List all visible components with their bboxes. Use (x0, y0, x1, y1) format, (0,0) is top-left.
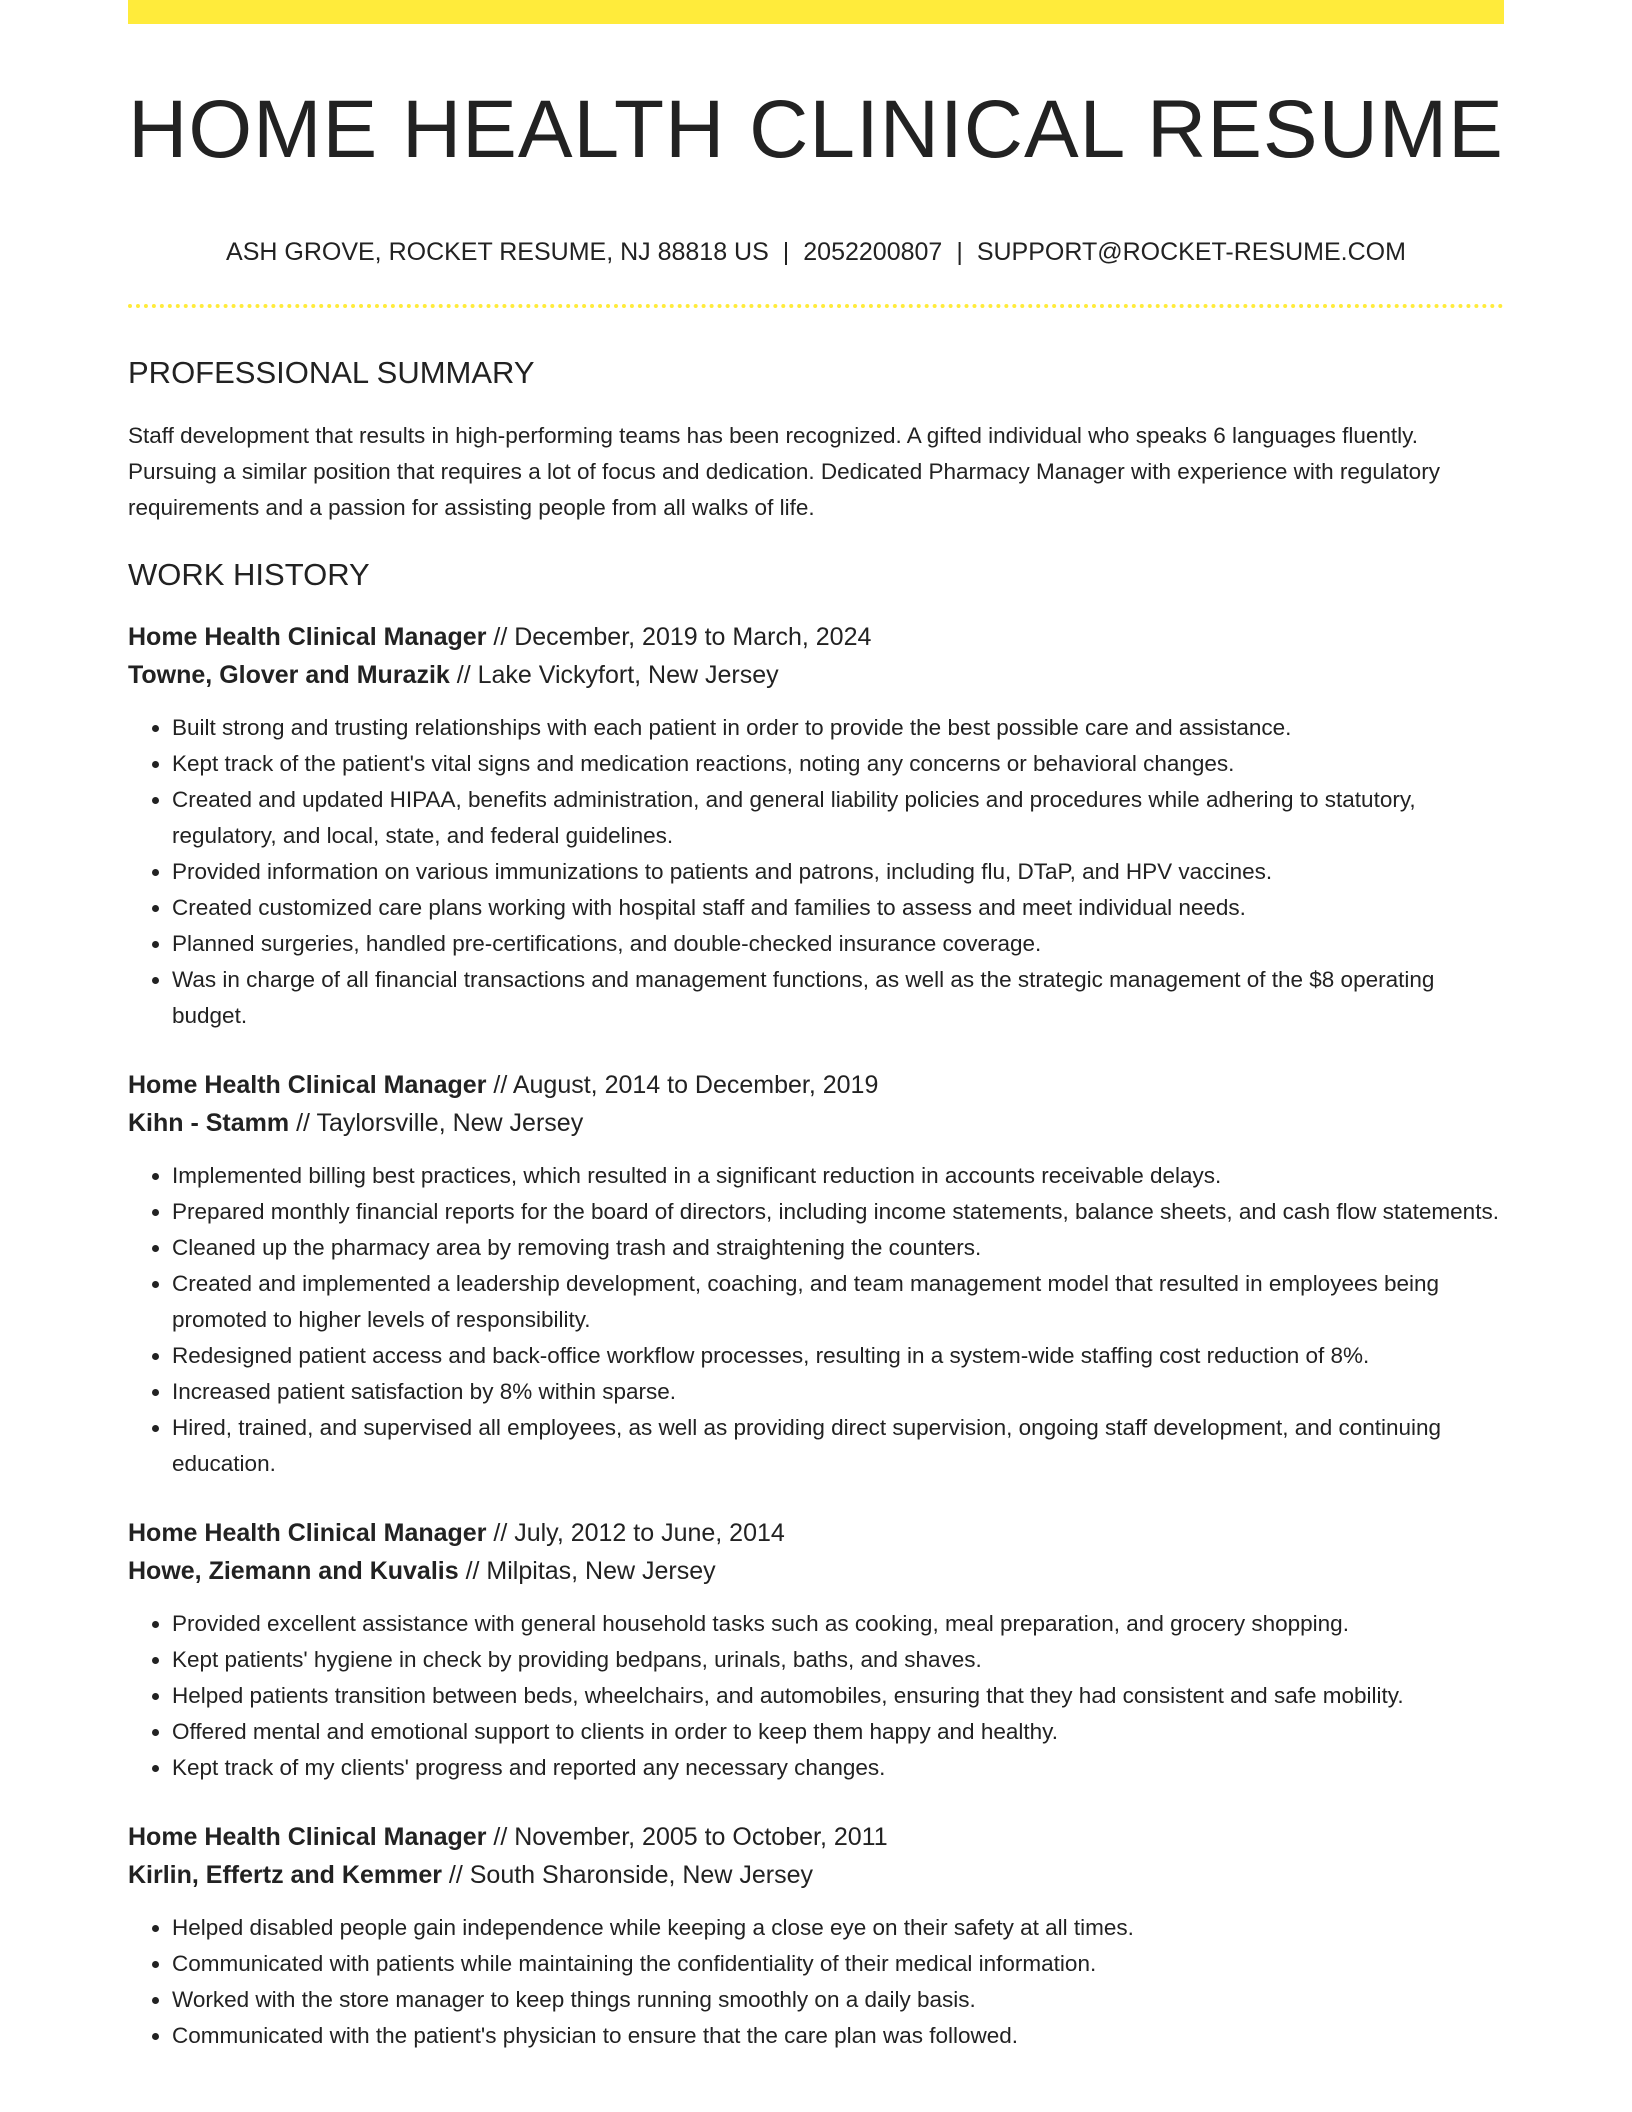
job-location: // South Sharonside, New Jersey (441, 1861, 813, 1889)
job-title-line (128, 1066, 1504, 1104)
job-bullet: • Worked with the store manager to keep things running smoothly on a daily basis. (172, 1982, 1504, 2018)
job-role: Home Health Clinical Manager (128, 1071, 487, 1099)
job-bullet: • Hired, trained, and supervised all employees, as well as providing direct supervision, ongoing staff development, and continuing education. (172, 1410, 1504, 1482)
job-entry (128, 1066, 1504, 1482)
contact-address: ASH GROVE, ROCKET RESUME, NJ 88818 US (226, 238, 769, 266)
job-role: Home Health Clinical Manager (128, 1823, 487, 1851)
job-dates: // July, 2012 to June, 2014 (486, 1519, 785, 1547)
job-title-line (128, 1818, 1504, 1856)
job-title-line (128, 618, 1504, 656)
top-accent-bar (128, 0, 1504, 24)
job-bullet: • Planned surgeries, handled pre-certifications, and double-checked insurance coverage. (172, 926, 1504, 962)
job-bullet: • Kept track of the patient's vital signs and medication reactions, noting any concerns or behavioral changes. (172, 746, 1504, 782)
resume-title: HOME HEALTH CLINICAL RESUME (128, 84, 1504, 175)
job-company: Towne, Glover and Murazik (128, 661, 450, 689)
contact-email: SUPPORT@ROCKET-RESUME.COM (976, 238, 1406, 266)
job-bullet: • Created and updated HIPAA, benefits administration, and general liability policies and procedures while adhering to statutory, regulatory, and local, state, and federal guidelines. (172, 782, 1504, 854)
job-role: Home Health Clinical Manager (128, 1519, 487, 1547)
job-bullet: • Redesigned patient access and back-office workflow processes, resulting in a system-wide staffing cost reduction of 8%. (172, 1338, 1504, 1374)
job-bullet: • Created customized care plans working with hospital staff and families to assess and meet individual needs. (172, 890, 1504, 926)
job-bullet: • Helped disabled people gain independence while keeping a close eye on their safety at all times. (172, 1910, 1504, 1946)
job-bullet: • Kept patients' hygiene in check by providing bedpans, urinals, baths, and shaves. (172, 1642, 1504, 1678)
job-bullet: • Provided excellent assistance with general household tasks such as cooking, meal preparation, and grocery shopping. (172, 1606, 1504, 1642)
job-location: // Taylorsville, New Jersey (289, 1109, 584, 1137)
job-bullet: • Increased patient satisfaction by 8% within sparse. (172, 1374, 1504, 1410)
job-entry (128, 1514, 1504, 1786)
contact-separator: | (956, 238, 963, 266)
summary-heading: PROFESSIONAL SUMMARY (128, 355, 535, 390)
contact-line (128, 236, 1504, 268)
job-entry (128, 618, 1504, 1034)
job-location: // Lake Vickyfort, New Jersey (449, 661, 779, 689)
job-bullet-list (128, 1606, 1504, 1786)
job-bullet: • Provided information on various immunizations to patients and patrons, including flu, DTaP, and HPV vaccines. (172, 854, 1504, 890)
job-role: Home Health Clinical Manager (128, 623, 487, 651)
contact-phone: 2052200807 (803, 238, 943, 266)
job-dates: // December, 2019 to March, 2024 (486, 623, 872, 651)
summary-text: Staff development that results in high-performing teams has been recognized. A gifted individual who speaks 6 languages fluently. Pursuing a similar position that requires a lot of focus and dedication. Dedicated Pharmacy Manager with experience with regulatory requirements and a passion for assisting people from all walks of life. (128, 423, 1440, 520)
job-company-line (128, 1104, 1504, 1142)
job-bullet: • Implemented billing best practices, which resulted in a significant reduction in accounts receivable delays. (172, 1158, 1504, 1194)
job-bullet-list (128, 710, 1504, 1034)
job-bullet: • Communicated with patients while maintaining the confidentiality of their medical information. (172, 1946, 1504, 1982)
job-company-line (128, 656, 1504, 694)
job-company-line (128, 1856, 1504, 1894)
dotted-divider (128, 304, 1504, 308)
job-bullet: • Kept track of my clients' progress and reported any necessary changes. (172, 1750, 1504, 1786)
job-dates: // August, 2014 to December, 2019 (486, 1071, 879, 1099)
job-bullet-list (128, 1910, 1504, 2054)
job-bullet: • Prepared monthly financial reports for the board of directors, including income statements, balance sheets, and cash flow statements. (172, 1194, 1504, 1230)
job-title-line (128, 1514, 1504, 1552)
job-bullet: • Was in charge of all financial transactions and management functions, as well as the strategic management of the $8 operating budget. (172, 962, 1504, 1034)
job-bullet: • Cleaned up the pharmacy area by removing trash and straightening the counters. (172, 1230, 1504, 1266)
job-bullet: • Offered mental and emotional support to clients in order to keep them happy and healthy. (172, 1714, 1504, 1750)
contact-separator: | (782, 238, 790, 266)
job-entry (128, 1818, 1504, 2054)
job-bullet: • Helped patients transition between beds, wheelchairs, and automobiles, ensuring that they had consistent and safe mobility. (172, 1678, 1504, 1714)
job-list (128, 618, 1504, 2054)
job-bullet-list (128, 1158, 1504, 1482)
job-location: // Milpitas, New Jersey (458, 1557, 716, 1585)
job-company: Kirlin, Effertz and Kemmer (128, 1861, 442, 1889)
resume-page (128, 0, 1504, 2054)
job-dates: // November, 2005 to October, 2011 (486, 1823, 888, 1851)
job-bullet: • Built strong and trusting relationships with each patient in order to provide the best possible care and assistance. (172, 710, 1504, 746)
job-company-line (128, 1552, 1504, 1590)
job-bullet: • Communicated with the patient's physician to ensure that the care plan was followed. (172, 2018, 1504, 2054)
job-company: Kihn - Stamm (128, 1109, 290, 1137)
job-bullet: • Created and implemented a leadership development, coaching, and team management model that resulted in employees being promoted to higher levels of responsibility. (172, 1266, 1504, 1338)
work-history-heading: WORK HISTORY (128, 557, 370, 592)
job-company: Howe, Ziemann and Kuvalis (128, 1557, 459, 1585)
